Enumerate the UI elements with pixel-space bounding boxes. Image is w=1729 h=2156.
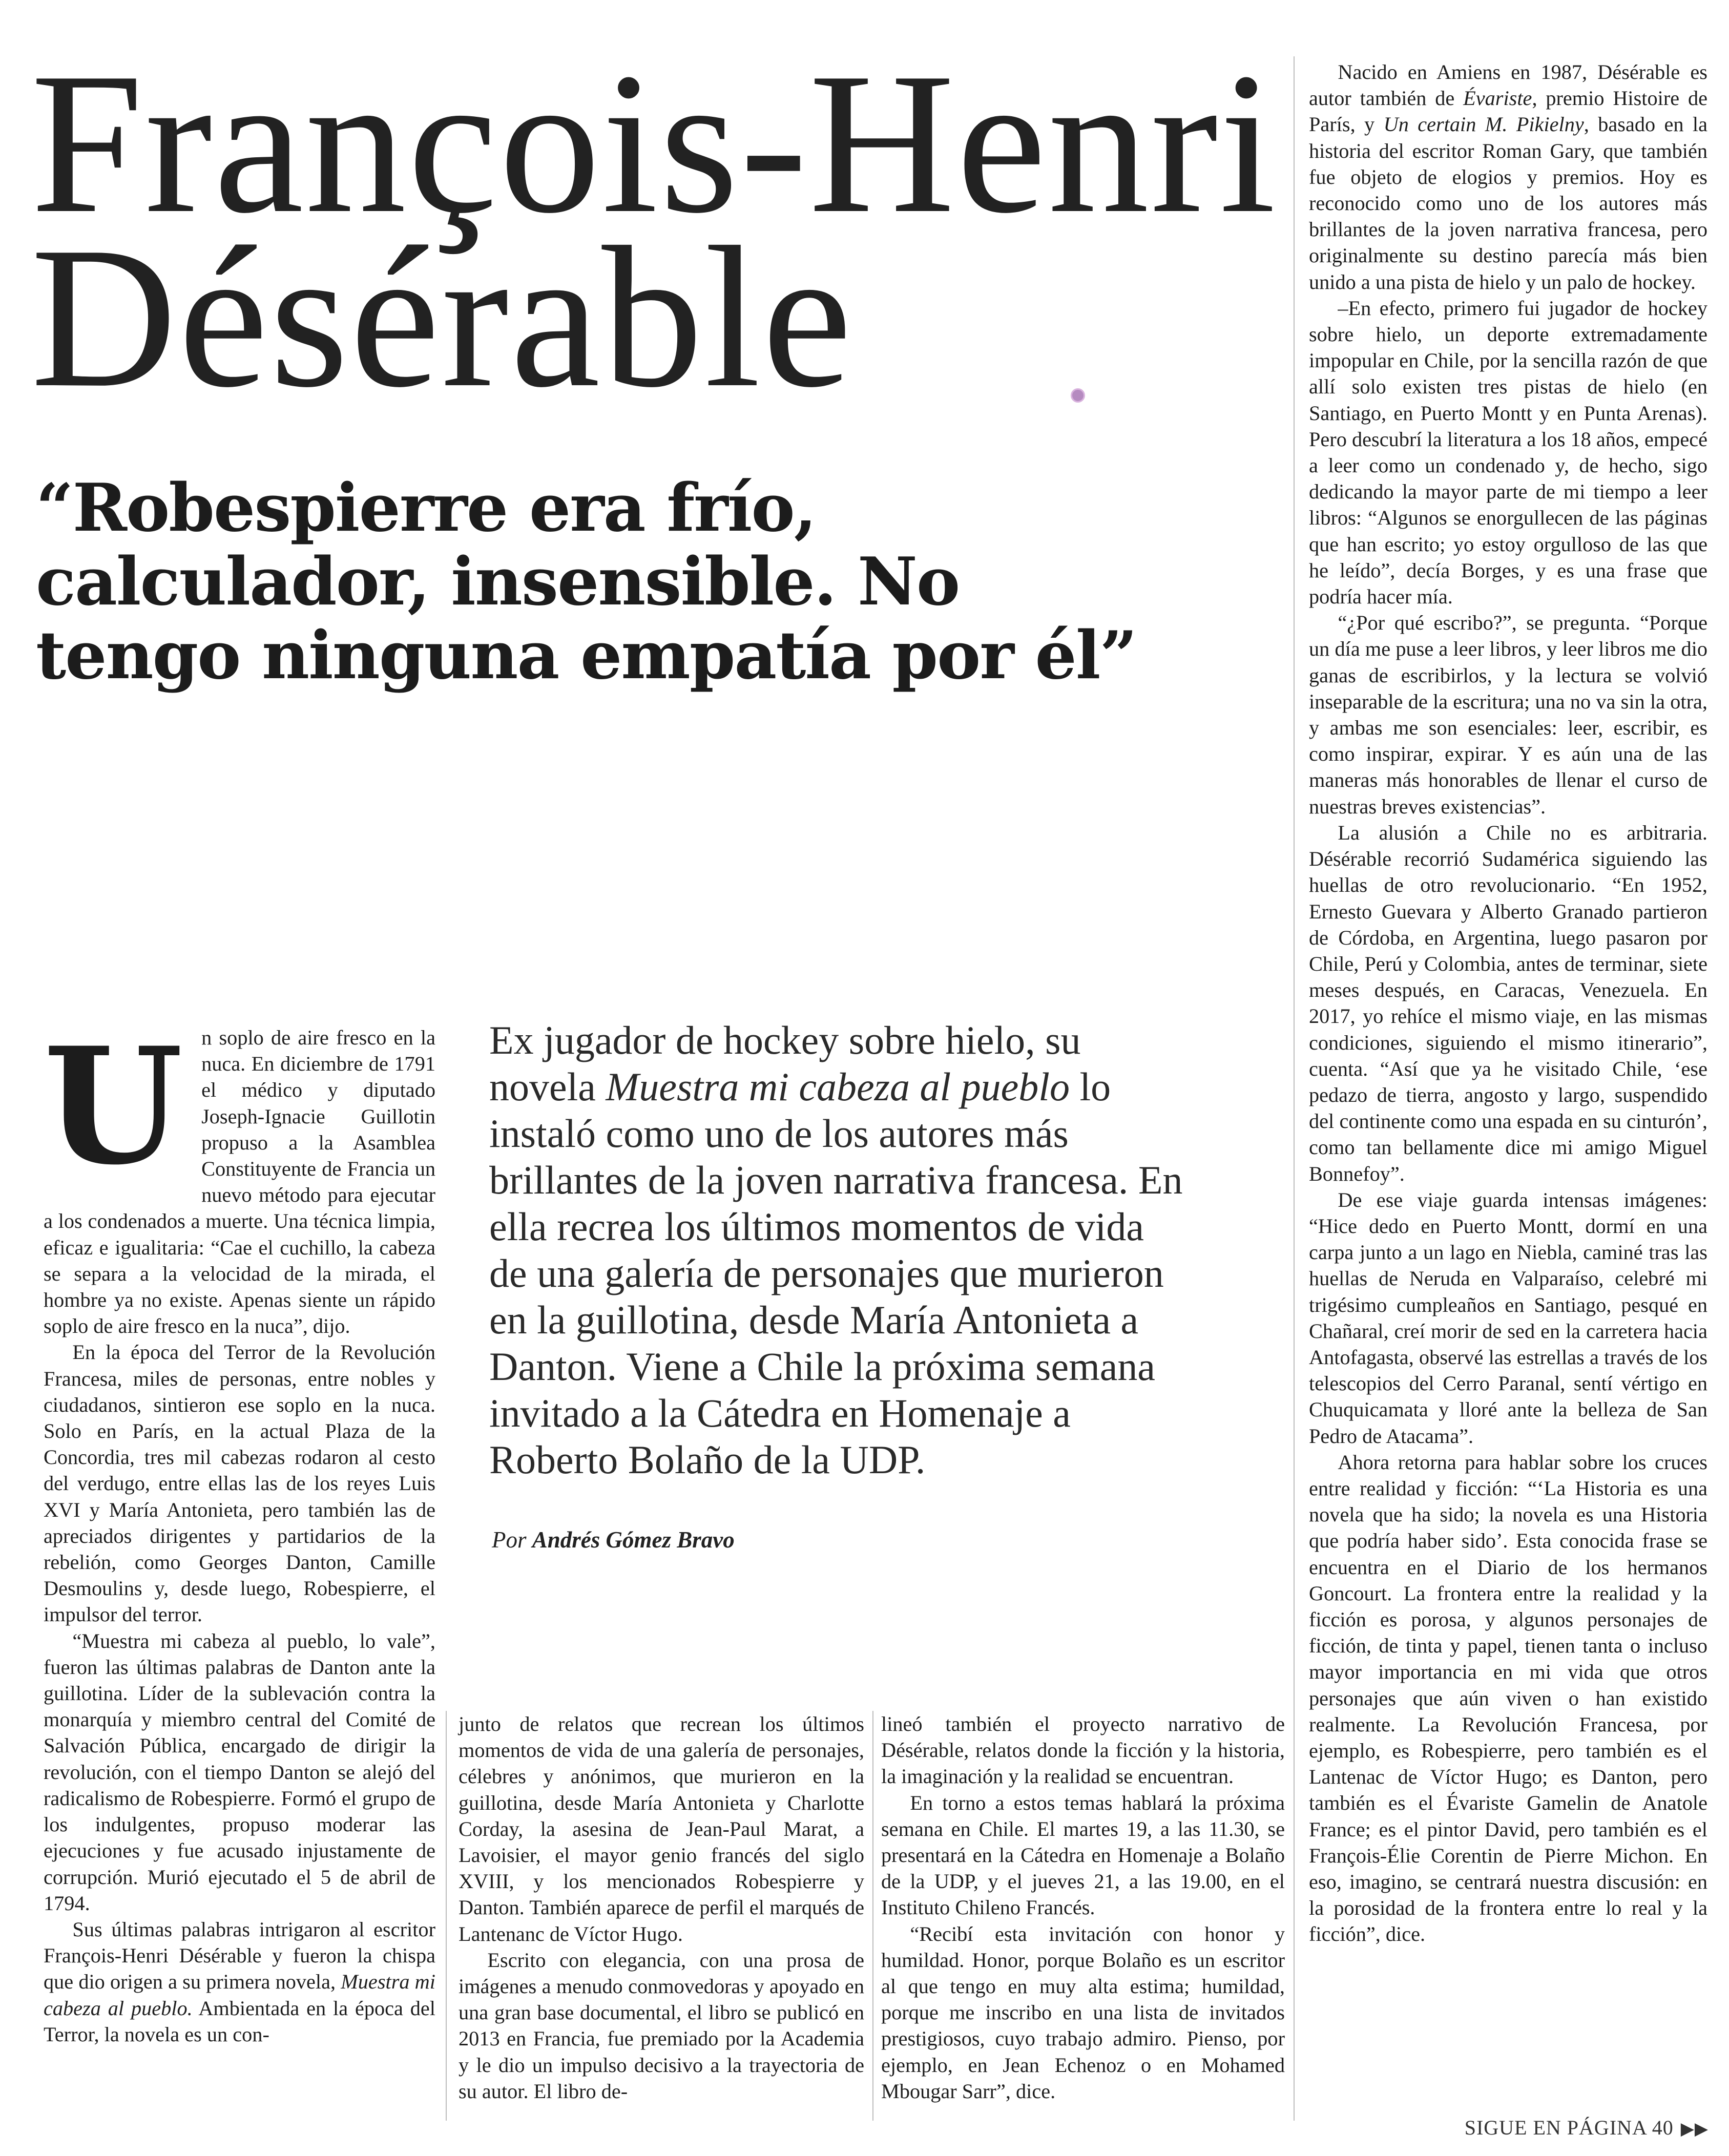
drop-cap: U bbox=[44, 1012, 183, 1200]
body-column-3 bbox=[881, 1711, 1285, 2104]
column-divider bbox=[1294, 56, 1295, 2121]
quote-line-2: calculador, insensible. No bbox=[36, 543, 960, 620]
lede-line: Danton. Viene a Chile la próxima semana bbox=[489, 1344, 1155, 1389]
lede-line: ella recrea los últimos momentos de vida bbox=[489, 1204, 1144, 1249]
decorative-dot bbox=[1071, 388, 1085, 403]
lede-line: invitado a la Cátedra en Homenaje a bbox=[489, 1391, 1071, 1435]
body-paragraph bbox=[44, 1916, 435, 2047]
lede-line: en la guillotina, desde María Antonieta a bbox=[489, 1297, 1139, 1342]
body-paragraph: En la época del Terror de la Revolución Francesa, miles de personas, entre nobles y ciudadanos, sintieron ese soplo en la nuca. Solo en París, en la actual Plaza de la Concordia, tres mil cabezas rodaron al cesto del verdugo, entre ellas las de los reyes Luis XVI y María Antonieta, pero también las de apreciados dirigentes y partidarios de la rebelión, como Georges Danton, Camille Desmoulins y, desde luego, Robespierre, el impulsor del terror. bbox=[44, 1341, 435, 1626]
body-paragraph: “Recibí esta invitación con honor y humildad. Honor, porque Bolaño es un escritor al que tengo en muy alta estima; humildad, porque me inscribo en una lista de invitados prestigiosos, cuyo trabajo admiro. Pienso, por ejemplo, en Jean Echenoz o en Mohamed Mbougar Sarr”, dice. bbox=[881, 1922, 1285, 2103]
paragraph-text: , premio Histoire de París, y bbox=[1309, 87, 1708, 136]
lede-book-title: Muestra mi cabeza al pueblo bbox=[606, 1064, 1070, 1109]
body-paragraph bbox=[1309, 59, 1707, 295]
quote-line-1: “Robespierre era frío, bbox=[36, 470, 816, 547]
lede-text: lo bbox=[1069, 1064, 1111, 1109]
body-column-2 bbox=[459, 1711, 864, 2104]
quote-line-3: tengo ninguna empatía por él” bbox=[36, 617, 1137, 694]
headline-quote bbox=[36, 471, 1224, 693]
double-right-triangle-icon: ▶▶ bbox=[1680, 2119, 1709, 2139]
body-column-1 bbox=[44, 1012, 435, 2047]
byline-prefix: Por bbox=[492, 1527, 532, 1553]
lede-paragraph bbox=[489, 1017, 1273, 1483]
paragraph-text: n soplo de aire fresco en la nuca. En diciembre de 1791 el médico y diputado Joseph-Ignacie Guillotin propuso a la Asamblea Constituyente de Francia un nuevo método para ejecutar a los condenados a muerte. Una técnica limpia, eficaz e igualitaria: “Cae el cuchillo, la cabeza se separa a la velocidad de la mirada, el hombre ya no existe. Apenas siente un rápido soplo de aire fresco en la nuca”, dijo. bbox=[44, 1026, 435, 1338]
title-line-1: François-Henri bbox=[31, 31, 1278, 255]
body-paragraph: lineó también el proyecto narrativo de Désérable, relatos donde la ficción y la historia, la imaginación y la realidad se encuentran. bbox=[881, 1712, 1285, 1788]
body-paragraph bbox=[44, 1012, 435, 1339]
body-column-4 bbox=[1309, 59, 1707, 1948]
paragraph-text: , basado en la historia del escritor Roman Gary, que también fue objeto de elogios y premios. Hoy es reconocido como uno de los autores más brillantes de la joven narrativa francesa, pero originalmente su destino parecía más bien unido a una pista de hielo y un palo de hockey. bbox=[1309, 113, 1708, 294]
book-title: Muestra mi cabeza al pueblo. bbox=[44, 1970, 435, 2020]
paragraph-text: Ambientada en la época del Terror, la novela es un con- bbox=[44, 1996, 435, 2046]
continue-text: SIGUE EN PÁGINA 40 bbox=[1464, 2116, 1674, 2139]
page-title bbox=[31, 31, 1281, 429]
title-line-2: Désérable bbox=[31, 205, 854, 429]
body-paragraph: De ese viaje guarda intensas imágenes: “Hice dedo en Puerto Montt, dormí en una carpa junto a un lago en Niebla, caminé tras las huellas de Neruda en Valparaíso, celebré mi trigésimo cumpleaños en Santiago, pesqué en Chañaral, creí morir de sed en la carretera hacia Antofagasta, observé las estrellas a través de los telescopios del Cerro Paranal, sentí vértigo en Chuquicamata y lloré ante la belleza de San Pedro de Atacama”. bbox=[1309, 1188, 1707, 1448]
body-paragraph: Escrito con elegancia, con una prosa de imágenes a menudo conmovedoras y apoyado en una gran base documental, el libro se publicó en 2013 en Francia, fue premiado por la Academia y le dio un impulso decisivo a la trayectoria de su autor. El libro de- bbox=[459, 1948, 864, 2103]
paragraph-text: Nacido en Amiens en 1987, Désérable es autor también de bbox=[1309, 60, 1707, 110]
book-title: Un certain M. Pikielny bbox=[1383, 113, 1584, 136]
lede-line: brillantes de la joven narrativa francesa. En bbox=[489, 1158, 1183, 1202]
column-divider bbox=[872, 1711, 873, 2121]
paragraph-text: Sus últimas palabras intrigaron al escritor François-Henri Désérable y fueron la chispa que dio origen a su primera novela, bbox=[44, 1917, 435, 1994]
body-paragraph: junto de relatos que recrean los últimos momentos de vida de una galería de personajes, célebres y anónimos, que murieron en la guillotina, desde María Antonieta y Charlotte Corday, la asesina de Jean-Paul Marat, a Lavoisier, el mayor genio francés del siglo XVIII, y los mencionados Robespierre y Danton. También aparece de perfil el marqués de Lantenanc de Víctor Hugo. bbox=[459, 1712, 864, 1945]
body-paragraph: En torno a estos temas hablará la próxima semana en Chile. El martes 19, a las 11.30, se presentará en la Cátedra en Homenaje a Bolaño de la UDP, y el jueves 21, a las 19.00, en el Instituto Chileno Francés. bbox=[881, 1791, 1285, 1919]
body-paragraph: Ahora retorna para hablar sobre los cruces entre realidad y ficción: “‘La Historia es una novela que ha sido; la novela es una Historia que podría haber sido’. Esta conocida frase se encuentra en el Diario de los hermanos Goncourt. La frontera entre la realidad y la ficción es porosa, y algunos personajes de ficción, de tinta y papel, tienen tanta o incluso mayor importancia en mi vida que otros personajes que aún viven o han existido realmente. La Revolución Francesa, por ejemplo, es Robespierre, pero también es el Lantenac de Víctor Hugo; es Danton, pero también es el Évariste Gamelin de Anatole France; es el pintor David, pero también es el François-Élie Corentin de Pierre Michon. En eso, imagino, se centrará nuestra discusión: en la porosidad de la frontera entre lo real y la ficción”, dice. bbox=[1309, 1450, 1707, 1946]
lede-line: Roberto Bolaño de la UDP. bbox=[489, 1437, 926, 1482]
byline-author: Andrés Gómez Bravo bbox=[532, 1527, 735, 1553]
lede-text: novela bbox=[489, 1064, 606, 1109]
body-paragraph: “Muestra mi cabeza al pueblo, lo vale”, fueron las últimas palabras de Danton ante la guillotina. Líder de la sublevación contra la monarquía y miembro central del Comité de Salvación Pública, encargado de dirigir la revolución, con el tiempo Danton se alejó del radicalismo de Robespierre. Formó el grupo de los indulgentes, propuso moderar las ejecuciones y fue acusado injustamente de corrupción. Murió ejecutado el 5 de abril de 1794. bbox=[44, 1629, 435, 1915]
body-paragraph: La alusión a Chile no es arbitraria. Désérable recorrió Sudamérica siguiendo las huellas de otro revolucionario. “En 1952, Ernesto Guevara y Alberto Granado partieron de Córdoba, en Argentina, luego pasaron por Chile, Perú y Colombia, antes de terminar, siete meses después, en Caracas, Venezuela. En 2017, yo rehíce el mismo viaje, en las mismas condiciones, siguiendo el mismo itinerario”, cuenta. “Así que ya he visitado Chile, ‘ese pedazo de tierra, angosto y largo, suspendido del continente como una espada en su cinturón’, como tan bellamente dice mi amigo Miguel Bonnefoy”. bbox=[1309, 821, 1707, 1185]
lede-line: instaló como uno de los autores más bbox=[489, 1111, 1069, 1156]
body-paragraph: –En efecto, primero fui jugador de hockey sobre hielo, un deporte extremadamente impopular en Chile, por la sencilla razón de que allí solo existen tres pistas de hielo (en Santiago, en Puerto Montt y en Punta Arenas). Pero descubrí la literatura a los 18 años, empecé a leer como un condenado y, de hecho, sigo dedicando la mayor parte de mi tiempo a leer libros: “Algunos se enorgullecen de las páginas que han escrito; yo estoy orgulloso de las que he leído”, decía Borges, y es una frase que podría hacer mía. bbox=[1309, 296, 1707, 609]
lede-line: Ex jugador de hockey sobre hielo, su bbox=[489, 1018, 1081, 1062]
continued-on-page-link[interactable] bbox=[1465, 2116, 1709, 2140]
byline bbox=[492, 1526, 735, 1553]
lede-line: de una galería de personajes que murieron bbox=[489, 1251, 1164, 1295]
body-paragraph: “¿Por qué escribo?”, se pregunta. “Porque un día me puse a leer libros, y leer libros me dio ganas de escribirlos, y la lectura se volvió inseparable de la escritura; una no va sin la otra, y ambas me son esenciales: leer, escribir, es como inspirar, expirar. Y es aún una de las maneras más honorables de llenar el curso de nuestras breves existencias”. bbox=[1309, 611, 1707, 818]
column-divider bbox=[446, 1711, 447, 2121]
lede-line bbox=[489, 1063, 1273, 1110]
book-title: Évariste bbox=[1463, 87, 1532, 110]
